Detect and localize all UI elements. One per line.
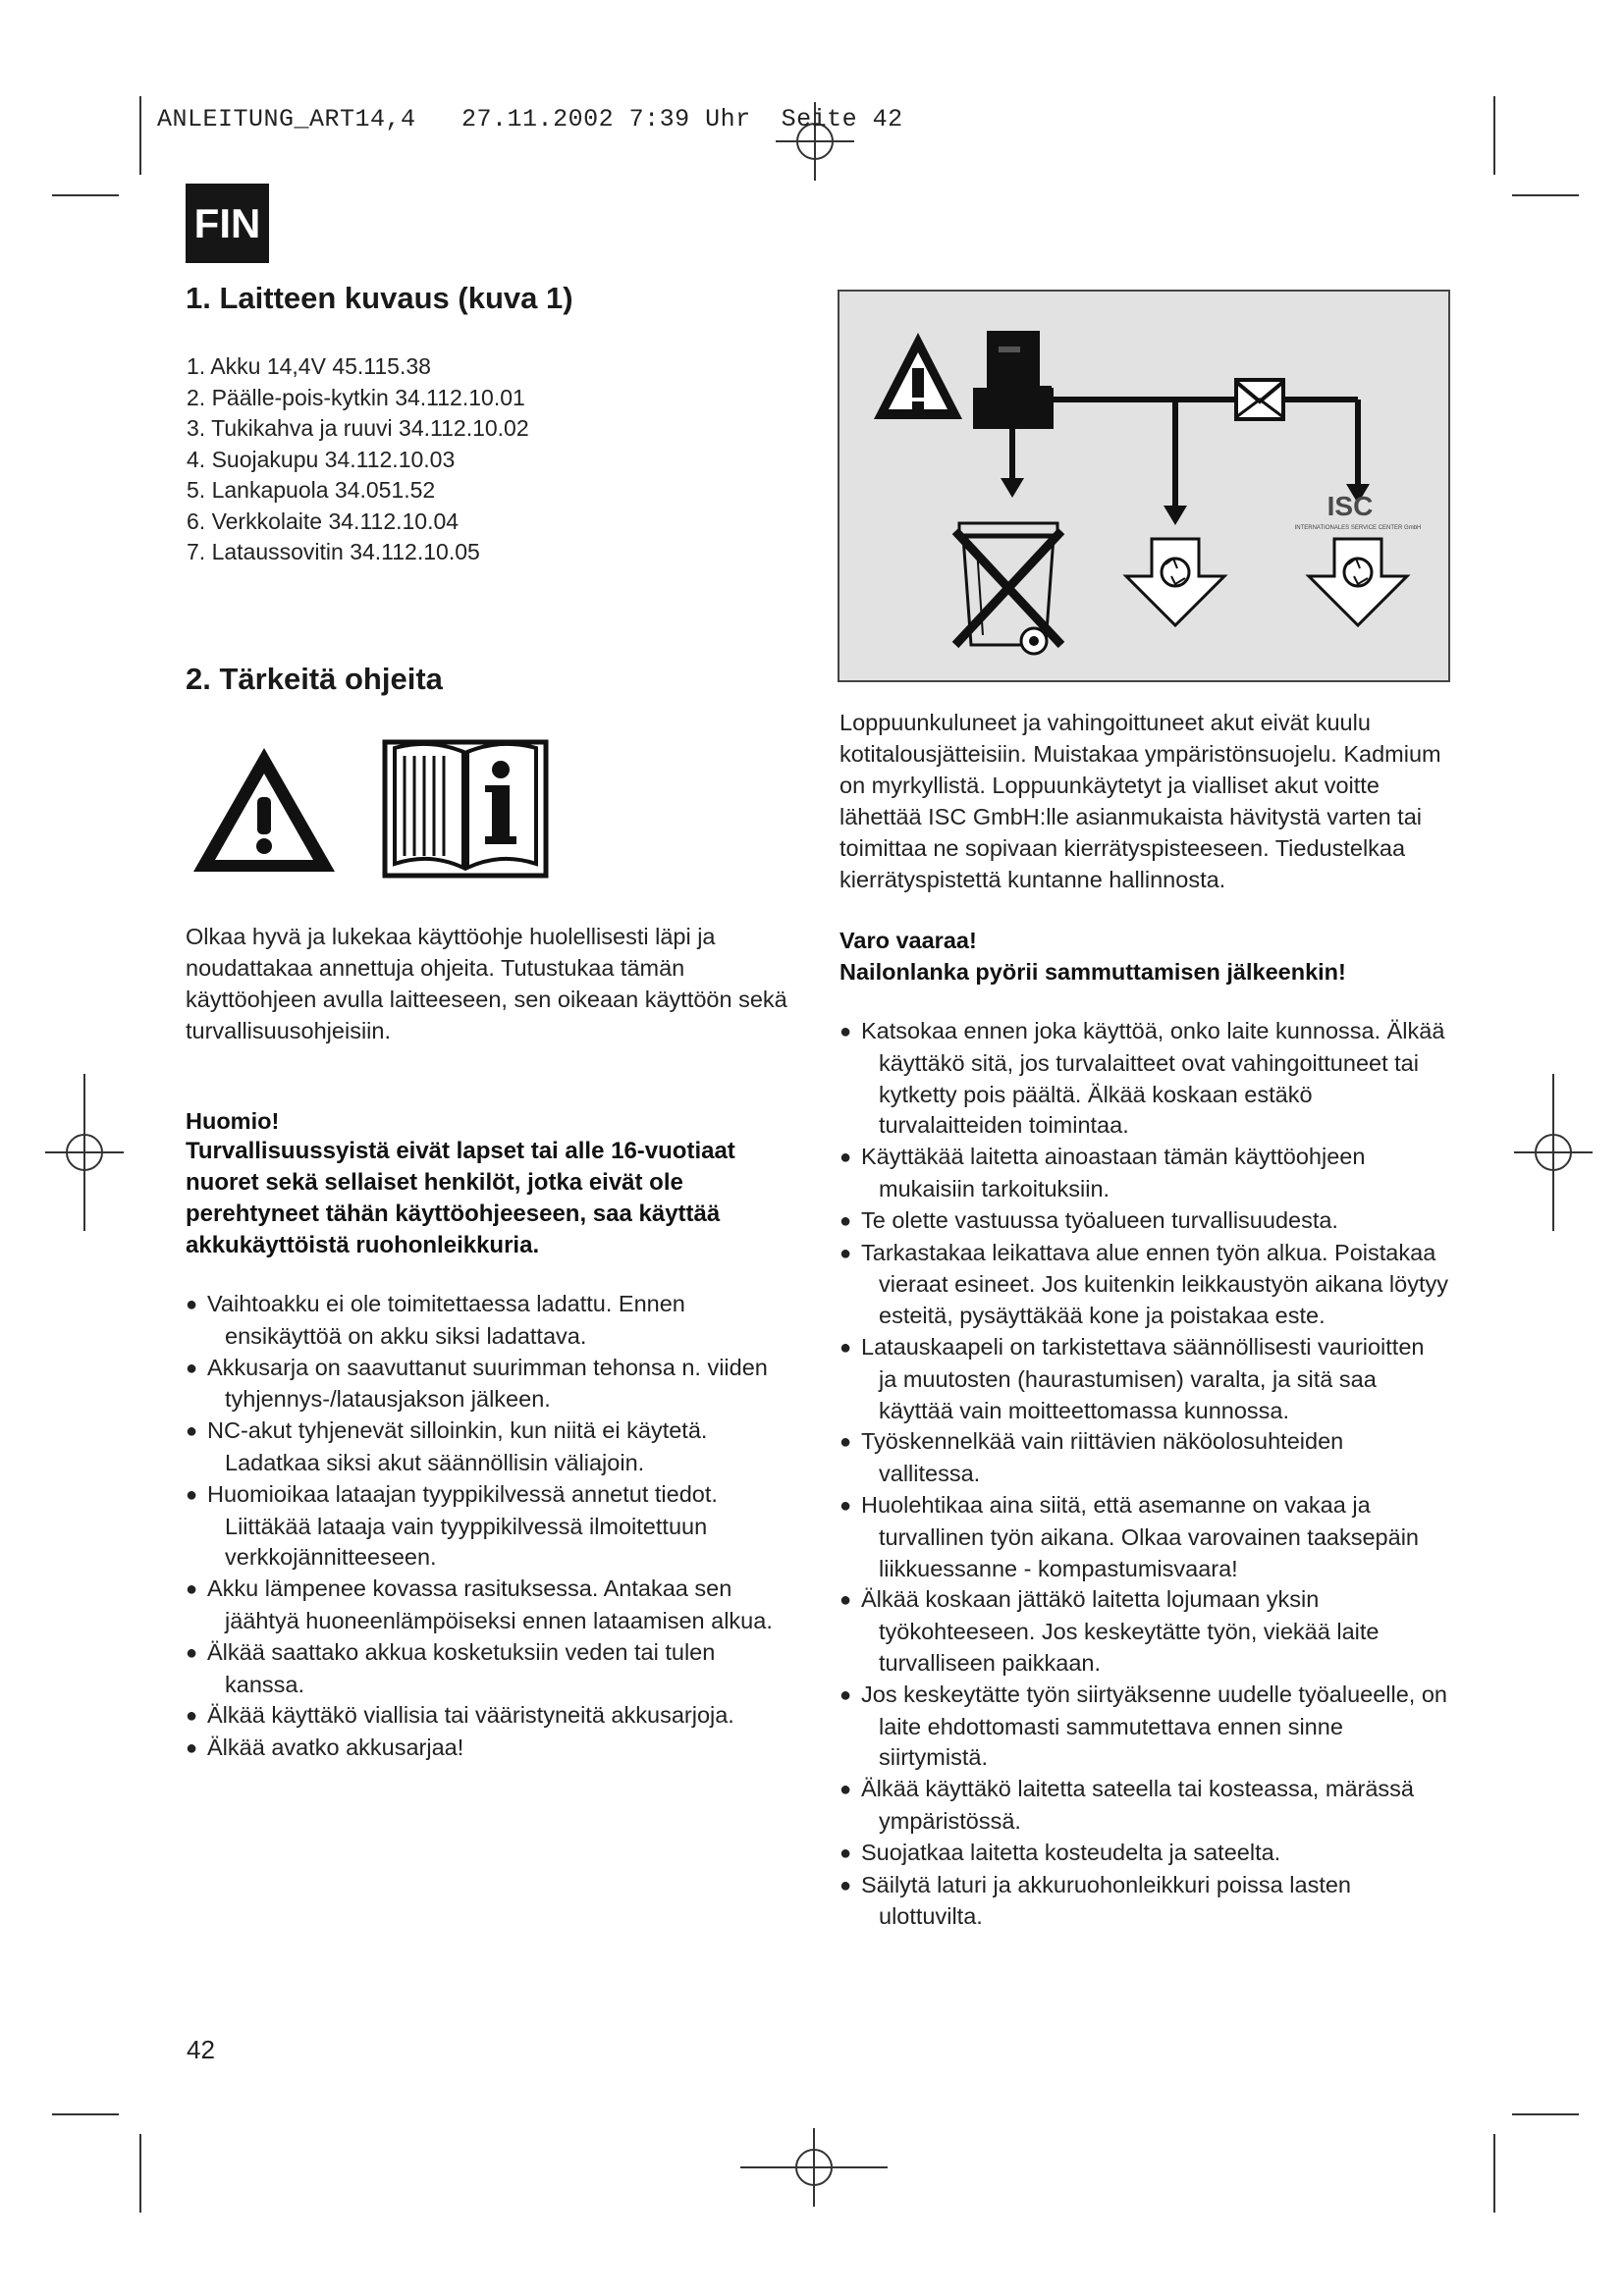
print-slug: ANLEITUNG_ART14,4 27.11.2002 7:39 Uhr Seite 42 <box>157 105 903 133</box>
list-item: 4. Suojakupu 34.112.10.03 <box>187 446 456 472</box>
registration-mark-bottom-icon <box>740 2128 888 2207</box>
crop-mark-bottom-right-h <box>1512 2113 1579 2115</box>
list-item: ● Vaihtoakku ei ole toimitettaessa ladattu. Ennen ensikäyttöä on akku siksi ladattava. <box>186 1291 685 1349</box>
svg-text:INTERNATIONALES SERVICE CENTER: INTERNATIONALES SERVICE CENTER GmbH <box>1294 525 1422 531</box>
language-badge: FIN <box>186 184 269 263</box>
disposal-diagram <box>839 292 1448 680</box>
list-item: ● Säilytä laturi ja akkuruohonleikkuri poissa lasten ulottuvilta. <box>839 1871 1351 1930</box>
disposal-figure <box>838 290 1450 682</box>
section2-title: 2. Tärkeitä ohjeita <box>186 662 443 696</box>
crop-mark-top-left <box>139 96 141 175</box>
list-item: ● Akkusarja on saavuttanut suurimman tehonsa n. viiden tyhjennys-/latausjakson jälkeen. <box>186 1354 768 1413</box>
svg-text:ISC: ISC <box>1326 491 1374 521</box>
list-item: ● Latauskaapeli on tarkistettava säännöllisesti vaurioitten ja muutosten (haurastumisen) varalta, ja sitä saa käyttää vain moitteettomassa kunnossa. <box>839 1333 1425 1423</box>
list-item: 5. Lankapuola 34.051.52 <box>187 477 436 503</box>
envelope-icon <box>1236 380 1283 419</box>
disposal-paragraph: Loppuunkuluneet ja vahingoittuneet akut eivät kuulu kotitalousjätteisiin. Muistakaa ympäristönsuojelu. Kadmium on myrkyllistä. Loppuunkäytetyt ja vialliset akut voitte lähettää ISC GmbH:lle asianmukaista hävitystä varten tai toimittaa ne sopivaan kierrätyspisteeseen. Tiedustelkaa kierrätyspistettä kuntanne hallinnosta. <box>839 710 1441 892</box>
list-item: ● Työskennelkää vain riittävien näköolosuhteiden vallitessa. <box>839 1428 1344 1487</box>
warning-triangle-icon <box>874 333 962 419</box>
list-item: 7. Lataussovitin 34.112.10.05 <box>187 539 480 564</box>
list-item: ● Te olette vastuussa työalueen turvallisuudesta. <box>839 1206 1338 1233</box>
crop-mark-bottom-left <box>139 2134 141 2213</box>
list-item: ● Jos keskeytätte työn siirtyäksenne uudelle työalueelle, on laite ehdottomasti sammutettava ennen sinne siirtymistä. <box>839 1681 1447 1771</box>
right-bullet-list <box>839 1016 1448 1933</box>
warning-heading: Varo vaaraa! <box>839 928 977 953</box>
list-item: ● Älkää saattako akkua kosketuksiin veden tai tulen kanssa. <box>186 1638 716 1697</box>
crossed-bin-icon <box>955 523 1061 654</box>
parts-list <box>187 351 529 568</box>
list-item: ● Suojatkaa laitetta kosteudelta ja sateelta. <box>839 1839 1281 1865</box>
list-item: 2. Päälle-pois-kytkin 34.112.10.01 <box>187 384 525 410</box>
left-bullet-list <box>186 1289 775 1765</box>
list-item: ● NC-akut tyhjenevät silloinkin, kun niitä ei käytetä. Ladatkaa siksi akut säännöllisin väliajoin. <box>186 1417 708 1475</box>
crop-mark-top-right <box>1493 96 1495 175</box>
list-item: ● Katsokaa ennen joka käyttöä, onko laite kunnossa. Älkää käyttäkö sitä, jos turvalaitteet ovat vahingoittuneet tai kytketty pois päältä. Älkää koskaan estäkö turvalaitteiden toimintaa. <box>839 1018 1445 1139</box>
list-item: 1. Akku 14,4V 45.115.38 <box>187 353 431 379</box>
list-item: ● Käyttäkää laitetta ainoastaan tämän käyttöohjeen mukaisiin tarkoituksiin. <box>839 1144 1366 1201</box>
warning-text: Nailonlanka pyörii sammuttamisen jälkeenkin! <box>839 959 1346 985</box>
section1-title: 1. Laitteen kuvaus (kuva 1) <box>186 281 573 315</box>
list-item: ● Huomioikaa lataajan tyyppikilvessä annetut tiedot. Liittäkää lataaja vain tyyppikilvessä ilmoitettuun verkkojännitteeseen. <box>186 1480 718 1571</box>
crop-mark-top-left-h <box>52 194 119 196</box>
battery-pack-icon <box>973 331 1054 429</box>
list-item: ● Huolehtikaa aina siitä, että asemanne on vakaa ja turvallinen työn aikana. Olkaa varovainen taaksepäin liikkuessanne - kompastumisvaara! <box>839 1491 1419 1581</box>
list-item: ● Älkää käyttäkö laitetta sateella tai kosteassa, märässä ympäristössä. <box>839 1776 1414 1834</box>
list-item: ● Tarkastakaa leikattava alue ennen työn alkua. Poistakaa vieraat esineet. Jos kuitenkin leikkaustyön aikana löytyy esteitä, pysäyttäkää kone ja poistakaa este. <box>839 1239 1448 1329</box>
registration-mark-left-icon <box>45 1074 124 1231</box>
warning-triangle-icon <box>189 744 339 878</box>
intro-paragraph: Olkaa hyvä ja lukekaa käyttöohje huolellisesti läpi ja noudattakaa annettuja ohjeita. Tutustukaa tämän käyttöohjeen avulla laitteeseen, sen oikeaan käyttöön sekä turvallisuusohjeisiin. <box>186 924 787 1043</box>
crop-mark-top-right-h <box>1512 194 1579 196</box>
recycle-arrow-icon <box>1126 539 1224 625</box>
list-item: ● Akku lämpenee kovassa rasituksessa. Antakaa sen jäähtyä huoneenlämpöiseksi ennen lataamisen alkua. <box>186 1575 773 1633</box>
isc-logo <box>1295 491 1422 531</box>
list-item: 3. Tukikahva ja ruuvi 34.112.10.02 <box>187 415 529 441</box>
list-item: ● Älkää käyttäkö viallisia tai vääristyneitä akkusarjoja. <box>186 1702 734 1729</box>
list-item: 6. Verkkolaite 34.112.10.04 <box>187 507 460 534</box>
read-manual-icon <box>381 734 550 880</box>
page-number: 42 <box>187 2035 215 2064</box>
registration-mark-right-icon <box>1514 1074 1593 1231</box>
crop-mark-bottom-left-h <box>52 2113 119 2115</box>
crop-mark-bottom-right <box>1493 2134 1495 2213</box>
recycle-arrow-icon <box>1309 539 1407 625</box>
note-heading: Huomio! <box>186 1108 280 1134</box>
note-text: Turvallisuussyistä eivät lapset tai alle 16-vuotiaat nuoret sekä sellaiset henkilöt, jotka eivät ole perehtyneet tähän käyttöohjeeseen, saa käyttää akkukäyttöistä ruohonleikkuria. <box>186 1138 735 1258</box>
list-item: ● Älkää koskaan jättäkö laitetta lojumaan yksin työkohteeseen. Jos keskeytätte työn, viekää laite turvalliseen paikkaan. <box>839 1586 1380 1676</box>
list-item: ● Älkää avatko akkusarjaa! <box>186 1735 464 1761</box>
